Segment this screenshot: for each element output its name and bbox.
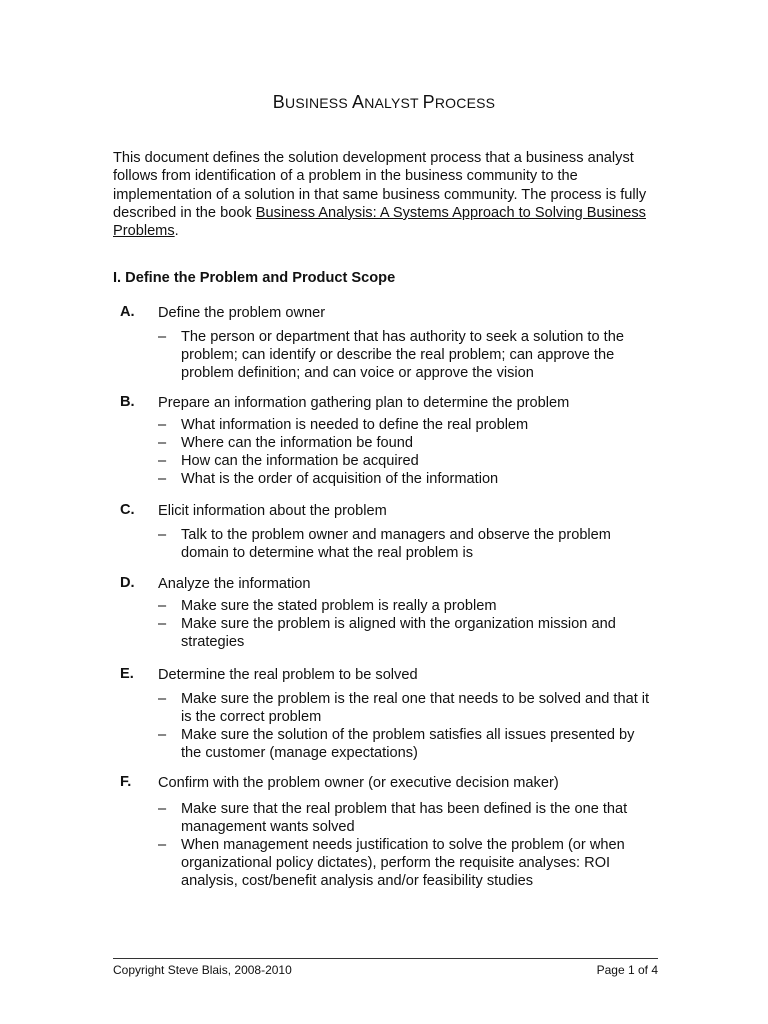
page-footer	[113, 958, 658, 977]
bullet-item	[158, 452, 658, 470]
step-letter: B.	[120, 394, 135, 410]
bullet-text: Make sure the problem is the real one that needs to be solved and that it is the correct problem	[181, 691, 650, 725]
bullet-text: Make sure that the real problem that has been defined is the one that management wants solved	[181, 801, 628, 835]
bullet-text: The person or department that has authority to seek a solution to the problem; can identify or describe the real problem; can approve the problem definition; and can voice or approve the vision	[181, 329, 624, 381]
book-title: Business Analysis: A Systems Approach to Solving Business Problems	[113, 204, 646, 240]
bullet-item	[158, 416, 658, 434]
title-initial: A	[351, 92, 365, 112]
document-title	[0, 92, 768, 113]
bullet-item	[158, 434, 658, 452]
dash: –	[158, 727, 167, 743]
step-text: Define the problem owner	[158, 305, 326, 321]
step-text: Confirm with the problem owner (or executive decision maker)	[158, 775, 559, 791]
title-initial: B	[272, 92, 286, 112]
bullet-item	[158, 526, 658, 562]
dash: –	[158, 837, 167, 853]
step-text: Analyze the information	[158, 576, 311, 592]
title-word: ROCESS	[434, 95, 496, 111]
dash: –	[158, 598, 167, 614]
bullet-text: How can the information be acquired	[181, 453, 419, 469]
bullet-item	[158, 836, 658, 890]
step-bullets	[158, 328, 658, 382]
step-bullets	[158, 416, 658, 488]
dash: –	[158, 417, 167, 433]
copyright-text: Copyright Steve Blais, 2008-2010	[113, 963, 292, 977]
dash: –	[158, 471, 167, 487]
dash: –	[158, 616, 167, 632]
bullet-item	[158, 726, 658, 762]
step-letter: F.	[120, 774, 132, 790]
title-initial: P	[422, 92, 435, 112]
bullet-text: Make sure the solution of the problem satisfies all issues presented by the customer (manage expectations)	[181, 727, 635, 761]
step-letter: A.	[120, 304, 135, 320]
dash: –	[158, 691, 167, 707]
bullet-item	[158, 615, 658, 651]
step-letter: E.	[120, 666, 134, 682]
bullet-text: Make sure the stated problem is really a problem	[181, 598, 497, 614]
intro-paragraph	[113, 149, 658, 240]
dash: –	[158, 453, 167, 469]
step-text: Determine the real problem to be solved	[158, 667, 418, 683]
dash: –	[158, 527, 167, 543]
bullet-text: What information is needed to define the real problem	[181, 417, 529, 433]
step-bullets	[158, 597, 658, 651]
title-word: USINESS	[285, 95, 352, 111]
bullet-item	[158, 690, 658, 726]
bullet-text: What is the order of acquisition of the information	[181, 471, 499, 487]
bullet-text: When management needs justification to solve the problem (or when organizational policy dictates), perform the requisite analyses: ROI analysis, cost/benefit analysis and/or feasibility studies	[181, 837, 625, 889]
step-bullets	[158, 800, 658, 890]
step-letter: D.	[120, 575, 135, 591]
bullet-item	[158, 800, 658, 836]
title-word: NALYST	[364, 95, 423, 111]
bullet-text: Where can the information be found	[181, 435, 414, 451]
step-bullets	[158, 526, 658, 562]
page-number: Page 1 of 4	[596, 963, 658, 977]
bullet-item	[158, 328, 658, 382]
dash: –	[158, 801, 167, 817]
step-text: Prepare an information gathering plan to determine the problem	[158, 395, 570, 411]
step-letter: C.	[120, 502, 135, 518]
step-bullets	[158, 690, 658, 762]
dash: –	[158, 435, 167, 451]
intro-period: .	[174, 223, 179, 240]
bullet-text: Make sure the problem is aligned with the organization mission and strategies	[181, 616, 616, 650]
step-text: Elicit information about the problem	[158, 503, 387, 519]
dash: –	[158, 329, 167, 345]
bullet-item	[158, 470, 658, 488]
bullet-text: Talk to the problem owner and managers and observe the problem domain to determine what the real problem is	[181, 527, 611, 561]
intro-text: This document defines the solution development process that a business analyst follows from identification of a problem in the business community to the implementation of a solution in that same business community. The process is fully described in the book	[113, 150, 647, 221]
bullet-item	[158, 597, 658, 615]
section-heading: I. Define the Problem and Product Scope	[113, 270, 396, 286]
